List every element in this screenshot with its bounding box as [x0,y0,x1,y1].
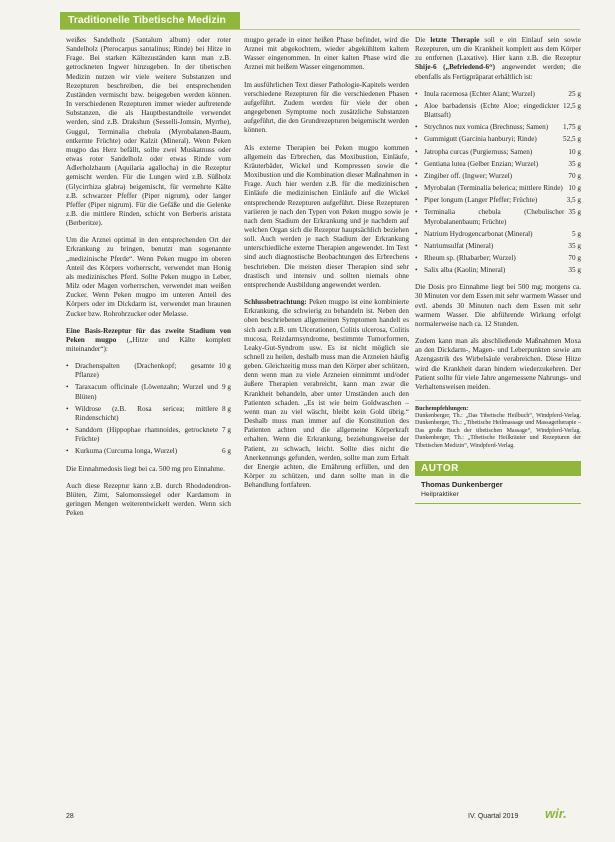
col1-paragraph-1: weißes Sandelholz (Santalum album) oder roter Sandelholz (Pterocarpus santalinus; Rinde) bei Hitze in Frage. Bei starken Kältezuständen kann man z.B. getrockneten Ingwer hinzugeben. In der tibetischen Medizin nutzen wir viele weitere Substanzen und Rezepturen beschreiben, die bei entsprechenden Zuständen vermischt bzw. beigegeben werden können. In verschiedenen Rezepturen immer wieder auftretende Substanzen, die als Hauptbestandteile verwendet werden, sind z.B. Drakshun (Sesselli-Jomsin, Myrrhe), Guggul, Terminalia chebula (Myrobalanen-Baum, entkernte Früchte) oder Kalzit (Mineral). Wenn Peken mugpo das Herz befällt, sollte zwei Muskatnuss oder etwas roter Sandelholz oder etwas Rinde vom Adlerholzbaum (Aquilaria agallocha) in die Rezeptur gemischt werden. Für die Lungen wird z.B. Süßholz (Glycirrhiza glabra) beigemischt, für vermehrte Kälte z.B. schwarzer Pfeffer (Piper nigrum), oder langer Pfeffer (Piper nigrum). Für die Gefäße und die Gelenke z.B. die mittlere Rinden, schicht von Berberis aristata (Berberitze). [66,36,231,228]
ingredient-name: Myrobalan (Terminalia belerica; mittlere Rinde) [424,184,563,193]
col1-paragraph-4: Die Einnahmedosis liegt bei ca. 500 mg pro Einnahme. [66,464,225,473]
recipe-heading-bold: Eine Basis-Rezeptur für das zweite Stadium von Peken mugpo [66,326,231,344]
ingredient-amount: • 9 g [222,383,231,392]
list-item [66,447,231,456]
col2-paragraph-1: mugpo gerade in einer heißen Phase befindet, wird die Arznei mit abgekochtem, wieder abgekühltem kaltem Wasser eingenommen. In einer kalten Phase wird die Arznei mit heißem Wasser eingenommen. [244,36,409,72]
ingredient-name: Inula racemosa (Echter Alant; Wurzel) [424,89,535,98]
ingredient-name: Kurkuma (Curcuma longa, Wurzel) [75,447,178,456]
ingredient-name: Natrium Hydrogencarbonat (Mineral) [424,229,533,238]
ingredient-name: Piper longum (Langer Pfeffer; Früchte) [424,196,538,205]
ingredient-amount: • 7 g [222,426,231,435]
ingredient-name: Taraxacum officinale (Löwenzahn; Wurzel und Blüten) [75,383,219,401]
author-role: Heilpraktiker [421,490,459,498]
col3-p1-post: angewendet werden; die ebenfalls als Fertigpräparat erhältlich ist: [415,63,581,81]
list-item [415,208,581,226]
list-item [415,254,581,263]
literature-body: Dunkenberger, Th.: „Das Tibetische Heilbuch“, Windpferd-Verlag. Dunkenberger, Th.: „Tibetische Heilmassage und Massagetherapie – Das große Buch der tibetischen Massage“, Windpferd-Verlag. Dunkenberger, Th.: „Tibetische Heilkräuter und Rezepturen der Tibetischen Medizin“, Windpferd-Verlag. [415,412,581,449]
ingredient-amount: • 8 g [222,404,231,413]
list-item [415,242,581,251]
ingredient-amount: • 25 g [568,89,581,98]
column-2 [244,36,409,498]
list-item [415,196,581,205]
list-item [415,172,581,181]
list-item [415,160,581,169]
list-item [415,230,581,239]
author-box [415,476,581,504]
ingredient-name: Gummigutt (Garcinia hanburyi; Rinde) [424,135,537,144]
recipe-list-2 [415,90,581,276]
ingredient-amount: • 3,5 g [566,196,581,205]
ingredient-amount: • 10 g [568,184,581,193]
list-item [66,405,231,423]
literature-title: Buchempfehlungen: [415,405,469,412]
ingredient-name: Strychnos nux vomica (Brechnuss; Samen) [424,123,549,132]
col3-p1-mid: soll e ein Einlauf sein sowie Rezepturen, um die Krankheit komplett aus dem Körper zu entfernen (Laxative). Hier kann z.B. die Rezeptur [415,36,581,63]
ingredient-amount: • 35 g [568,241,581,250]
recipe-heading-rest: („Hitze und Kälte komplett miteinander“): [66,335,231,353]
conclusion-text: Peken mugpo ist eine kombinierte Erkrankung, die schwierig zu behandeln ist. Neben den oben beschriebenen allgemeinen Symptomen handelt es sich auch z.B. um Ulcerationen, Colitis ulcerosa, Colitis mucosa, Reizdarmsyndrome, bestimmte Tumorformen, Leaky-Gut-Syndrom usw. Es ist nicht möglich sie schnell zu heilen, deshalb muss man die Arzneien häufig geben. Gleichzeitig muss man den Körper aber schützen, denn wenn man zu viele Arzneien einnimmt und/oder äußere Therapien verabreicht, kann man zwar die Krankheit behandeln, aber unter Umständen auch den Patienten schaden. „Es ist wie beim Goldwaschen – wenn man zu viel wäscht, bleibt kein Gold übrig.“ Deshalb muss man immer auf die Konstitution des Patienten achten und die allgemeine Körperkraft erhalten. Wenn die Erkrankung, beziehungsweise der Patient, zu schwach, leicht. Sollte dies nicht die Anerkennungs gefunden, werden, sollte man zum Erhalt der Energie achten, die Ernährung erfüllen, und den Körper zu schützen, und dann sollte man in die Behandlung fortfahren. [244,298,409,490]
list-item [66,362,231,380]
ingredient-name: Salix alba (Kaolin; Mineral) [424,266,506,275]
ingredient-amount: • 12,5 g [563,101,581,110]
list-item [415,184,581,193]
list-item [415,123,581,132]
ingredient-amount: • 52,5 g [563,135,581,144]
list-item [415,135,581,144]
page-number: 28 [66,813,74,820]
conclusion-heading: Schlussbetrachtung: [244,298,307,307]
ingredient-amount: • 10 g [568,147,581,156]
column-1 [66,36,231,526]
col3-paragraph-2: Die Dosis pro Einnahme liegt bei 500 mg; morgens ca. 30 Minuten vor dem Essen mit sehr warmem Wasser und evtl. abends 30 Minuten nach dem Essen mit sehr warmem Wasser. Die abführende Wirkung erfolgt normalerweise nach ca. 12 Stunden. [415,283,581,328]
ingredient-name: Drachenspalten (Drachenkopf; gesamte Pflanze) [75,362,215,380]
ingredient-name: Aloe barbadensis (Echte Aloe; eingedickter Blattsaft) [424,101,560,120]
list-item [66,383,231,401]
ingredient-name: Jatropha curcas (Purgiernuss; Samen) [424,147,533,156]
author-name: Thomas Dunkenberger [421,479,503,489]
list-item [415,102,581,120]
ingredient-name: Rheum sp. (Rhabarber; Wurzel) [424,253,516,262]
col3-p1-bold: letzte Therapie [430,36,480,44]
ingredient-name: Gentiana lutea (Gelber Enzian; Wurzel) [424,159,539,168]
ingredient-amount: • 6 g [222,447,231,456]
ingredient-amount: • 5 g [572,229,581,238]
ingredient-amount: • 35 g [568,159,581,168]
list-item [66,426,231,444]
col1-paragraph-5: Auch diese Rezeptur kann z.B. durch Rhododendron-Blüten, Zimt, Salomonssiegel oder Kardamom in geringen Mengen weiterentwickelt werden. Wenn sich Peken [66,481,231,518]
author-label: AUTOR [415,461,581,476]
col3-p1-bold2: Shije-6 („Befriedend-6“) [415,63,496,72]
header-rule [60,29,580,30]
recipe-heading [66,327,231,354]
ingredient-amount: • 10 g [218,362,231,371]
literature-box [415,400,581,451]
list-item [415,90,581,99]
ingredient-name: Terminalia chebula (Chebulischer Myrobalanenbaum; Früchte) [424,208,565,226]
col1-paragraph-2: Um die Arznei optimal in den entsprechenden Ort der Erkrankung zu bringen, benutzt man sogenannte „medizinische Pferde“. Wenn Peken mugpo im oberen Anteil des Körpers vorherrscht, verwendet man Honig als medizinisches Pferd. Sollte Peken mugpo in Leber, Milz oder Magen vorherrschen, verwendet man weißen Zucker. Wenn Peken mugpo im unteren Anteil des Körpers oder im Dickdarm ist, verwendet man braunen Zucker bzw. Rohrohrzucker oder Melasse. [66,236,231,318]
list-item [415,148,581,157]
issue-label: IV. Quartal 2019 [468,813,519,820]
list-item [415,266,581,275]
column-3 [415,36,581,504]
conclusion-paragraph [244,298,409,490]
ingredient-amount: • 35 g [568,208,581,217]
section-header: Traditionelle Tibetische Medizin [60,12,240,29]
col3-paragraph-1 [415,36,581,82]
ingredient-name: Wildrose (z.B. Rosa sericea; mittlere Rindenschicht) [75,404,219,422]
col3-paragraph-3: Zudem kann man als abschließende Maßnahmen Moxa an den Dickdarm-, Magen- und Leberpunkten sowie am Azengastrik des Wirbelsäule verabreichen. Diese Hitze wird die Krankheit daran hindern wiederzukehren. Der Patient sollte für viele Jahre angemessene Nahrungs- und Verhaltensweisen meiden. [415,337,581,391]
ingredient-amount: • 35 g [568,266,581,275]
col2-paragraph-2: Im ausführlichen Text dieser Pathologie-Kapitels werden verschiedene Rezepturen für die verschiedenen Phasen aufgeführt. Zudem werden für viele der oben angegebenen Symptome noch zusätzliche Substanzen aufgeführt, die den Grundrezepturen beigemischt werden können. [244,80,409,135]
recipe-list-1 [66,362,231,456]
col3-p1-pre: Die [415,36,431,44]
ingredient-name: Sanddorn (Hippophae rhamnoides, getrocknete Früchte) [75,426,219,444]
ingredient-name: Natriumsulfat (Mineral) [424,241,494,250]
magazine-logo: wir. [545,806,567,821]
ingredient-amount: • 70 g [568,171,581,180]
ingredient-name: Zingiber off. (Ingwer; Wurzel) [424,171,513,180]
col2-paragraph-3: Als externe Therapien bei Peken mugpo kommen allgemein das Erbrechen, das Moxibustion, Einläufe, Kräuterbäder, Wickel und Kompressen sowie die Moxibustion und die Kombination dieser Maßnahmen in Frage. Auch hier werden z.B. für die medizinischen Einläufe die medizinischen Einläufe auf die Wickel entsprechende Rezepturen aufgeführt. Diese Rezepturen variieren je nach den Typen von Peken mugpo sowie je nach dem Stadium der Erkrankung und je nachdem auf welchen Organ sich die Rezeptur hauptsächlich beziehen soll. Auch werden je nach Stadium der Erkrankung unterschiedliche externe Therapien angewendet. Im Text sind auch diagnostische Beobachtungen des Erbrechens beschrieben. Die meisten dieser Therapien sind sehr drastisch und intensiv und sollten niemals ohne entsprechende Ausbildung angewendet werden. [244,143,409,289]
ingredient-amount: • 1,75 g [563,123,581,132]
ingredient-amount: • 70 g [568,253,581,262]
